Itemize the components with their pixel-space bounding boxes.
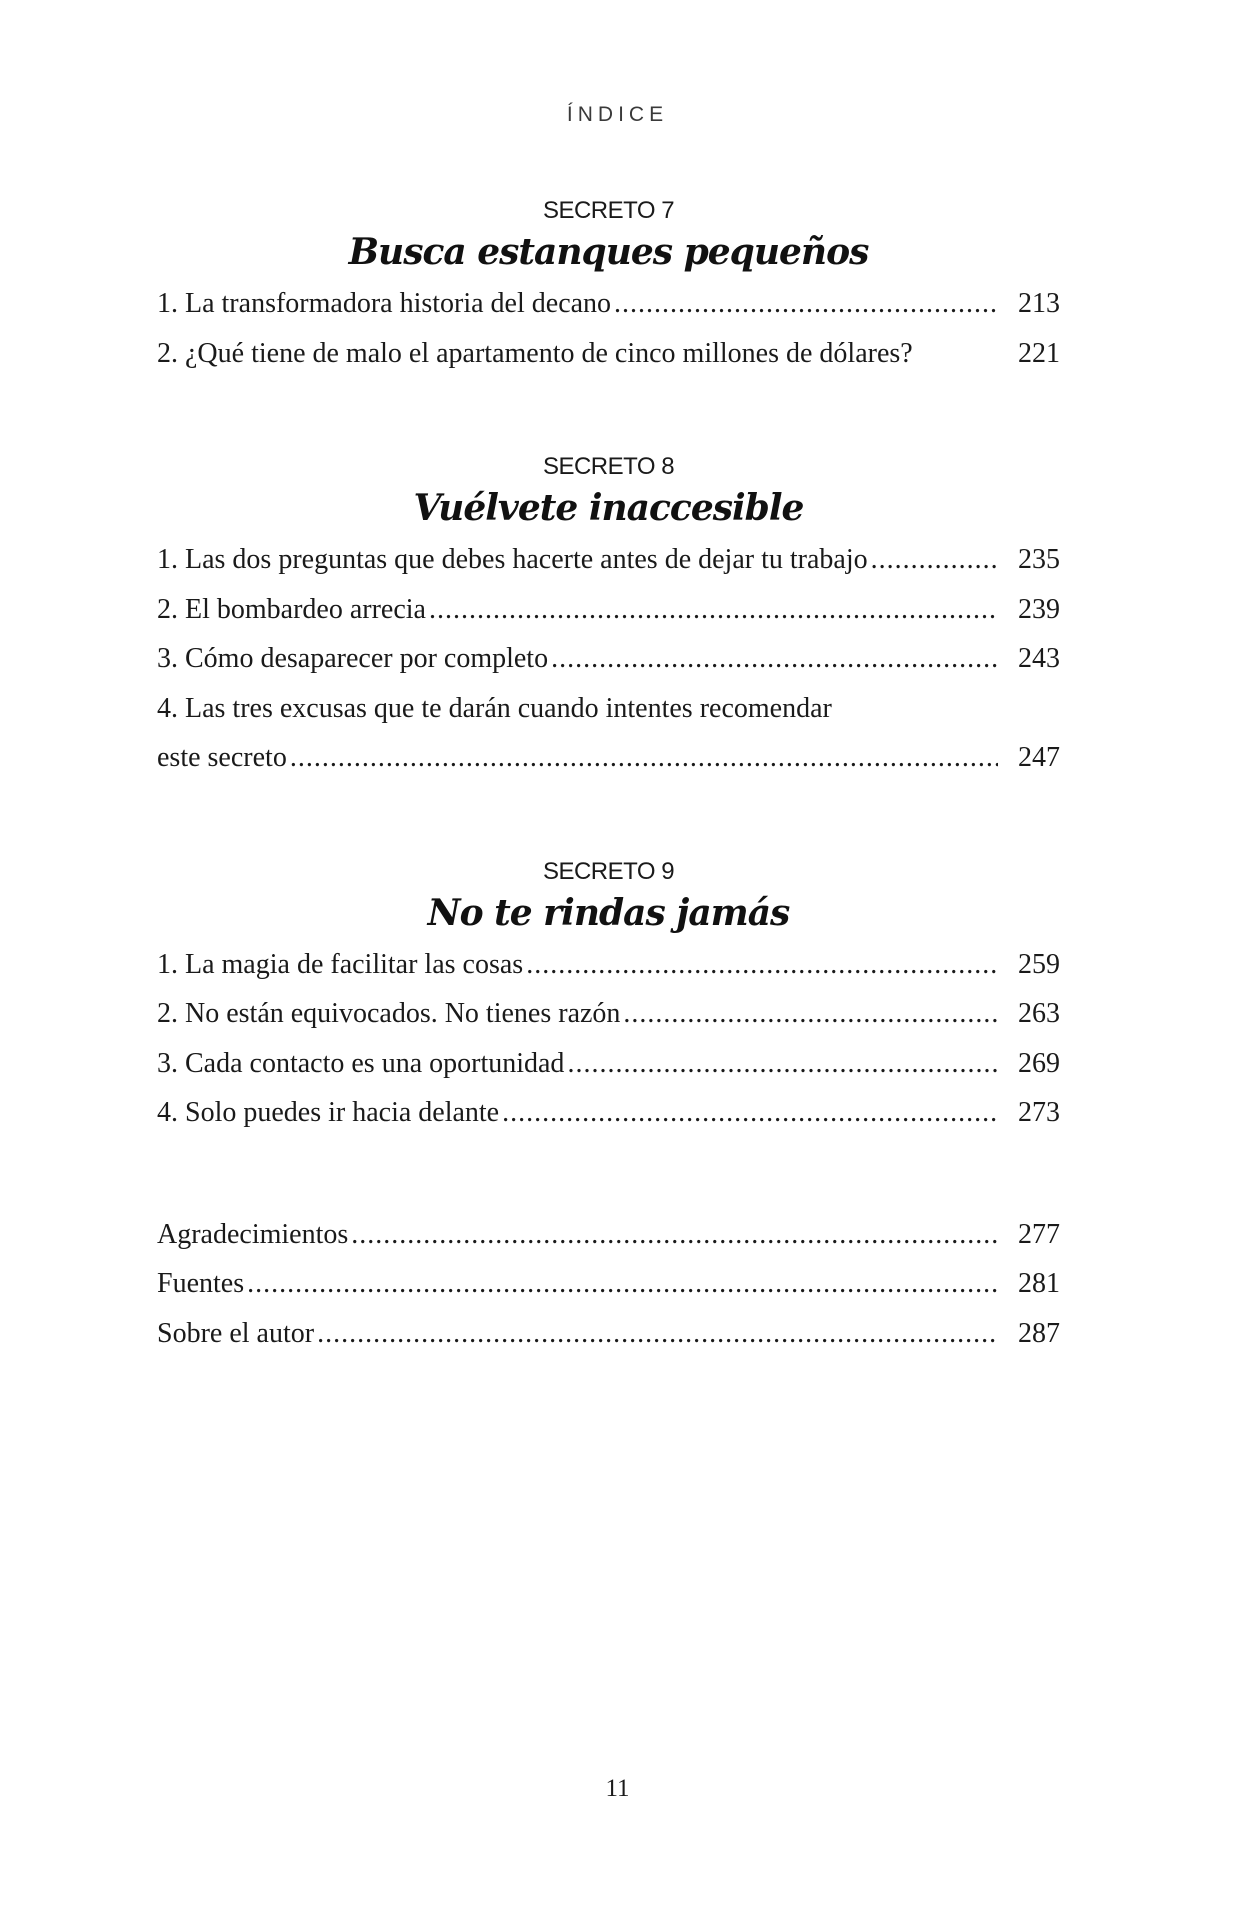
entry-page-number: 247 <box>1018 742 1060 773</box>
toc-entry[interactable] <box>157 585 1060 635</box>
dot-leader <box>290 733 998 783</box>
entry-page-number: 221 <box>1018 337 1060 369</box>
entry-title: Fuentes <box>157 1268 245 1299</box>
entry-title: 2. ¿Qué tiene de malo el apartamento de cinco millones de dólares? <box>157 337 913 369</box>
entry-title: Sobre el autor <box>157 1317 315 1349</box>
entry-page-number: 263 <box>1018 998 1060 1029</box>
entry-page-number: 213 <box>1018 288 1060 319</box>
toc-entry[interactable] <box>157 1039 1060 1089</box>
entry-page-number: 269 <box>1018 1047 1060 1079</box>
entry-title: 3. Cómo desaparecer por completo <box>157 643 549 674</box>
entry-continuation <box>157 733 1060 783</box>
toc-section-secreto-8 <box>157 451 1060 783</box>
dot-leader <box>551 634 998 684</box>
toc-entry[interactable] <box>157 634 1060 684</box>
toc-entry[interactable] <box>157 989 1060 1039</box>
dot-leader <box>623 989 998 1039</box>
entry-title: Agradecimientos <box>157 1218 349 1250</box>
section-title: Busca estanques pequeños <box>348 231 869 273</box>
entry-page-number: 281 <box>1018 1268 1060 1299</box>
running-header: ÍNDICE <box>566 103 669 126</box>
dot-leader <box>526 940 998 990</box>
dot-leader <box>614 279 998 329</box>
entry-page-number: 259 <box>1018 948 1060 980</box>
entry-page-number: 243 <box>1018 643 1060 674</box>
section-title: No te rindas jamás <box>427 891 790 934</box>
entry-page-number: 277 <box>1018 1218 1060 1250</box>
entry-page-number: 287 <box>1018 1317 1060 1349</box>
toc-entry[interactable] <box>157 1259 1060 1309</box>
dot-leader <box>502 1088 998 1138</box>
entry-title: 3. Cada contacto es una oportunidad <box>157 1047 565 1079</box>
section-label: SECRETO 8 <box>542 453 675 480</box>
dot-leader <box>351 1210 998 1260</box>
section-title: Vuélvete inaccesible <box>413 487 804 529</box>
table-of-contents <box>157 195 1060 1358</box>
entry-title: 1. Las dos preguntas que debes hacerte antes de dejar tu trabajo <box>157 544 868 575</box>
dot-leader <box>317 1309 998 1359</box>
toc-entry[interactable] <box>157 684 1060 783</box>
dot-leader <box>871 535 998 585</box>
toc-entry[interactable] <box>157 329 1060 379</box>
entry-page-number: 239 <box>1018 593 1060 625</box>
entry-title: 4. Solo puedes ir hacia delante <box>157 1097 500 1128</box>
toc-entry[interactable] <box>157 1088 1060 1138</box>
entry-page-number: 235 <box>1018 544 1060 575</box>
toc-entry[interactable] <box>157 1210 1060 1260</box>
entry-title: 1. La transformadora historia del decano <box>157 288 612 319</box>
section-label: SECRETO 9 <box>542 857 675 885</box>
entry-page-number: 273 <box>1018 1097 1060 1128</box>
entry-title: 2. El bombardeo arrecia <box>157 593 426 625</box>
entry-title: 2. No están equivocados. No tienes razón <box>157 998 621 1029</box>
toc-entry[interactable] <box>157 1309 1060 1359</box>
toc-entry[interactable] <box>157 279 1060 329</box>
dot-leader <box>247 1259 998 1309</box>
toc-entry[interactable] <box>157 940 1060 990</box>
entry-title-continuation: este secreto <box>157 742 287 773</box>
entry-title: 1. La magia de facilitar las cosas <box>157 948 524 980</box>
toc-section-secreto-9 <box>157 856 1060 1138</box>
page-number: 11 <box>605 1775 630 1802</box>
dot-leader <box>429 585 998 635</box>
entry-title: 4. Las tres excusas que te darán cuando intentes recomendar <box>157 692 832 724</box>
section-label: SECRETO 7 <box>542 197 675 224</box>
toc-section-extras <box>157 1210 1060 1359</box>
dot-leader <box>567 1039 998 1089</box>
toc-entry[interactable] <box>157 535 1060 585</box>
toc-section-secreto-7 <box>157 195 1060 378</box>
